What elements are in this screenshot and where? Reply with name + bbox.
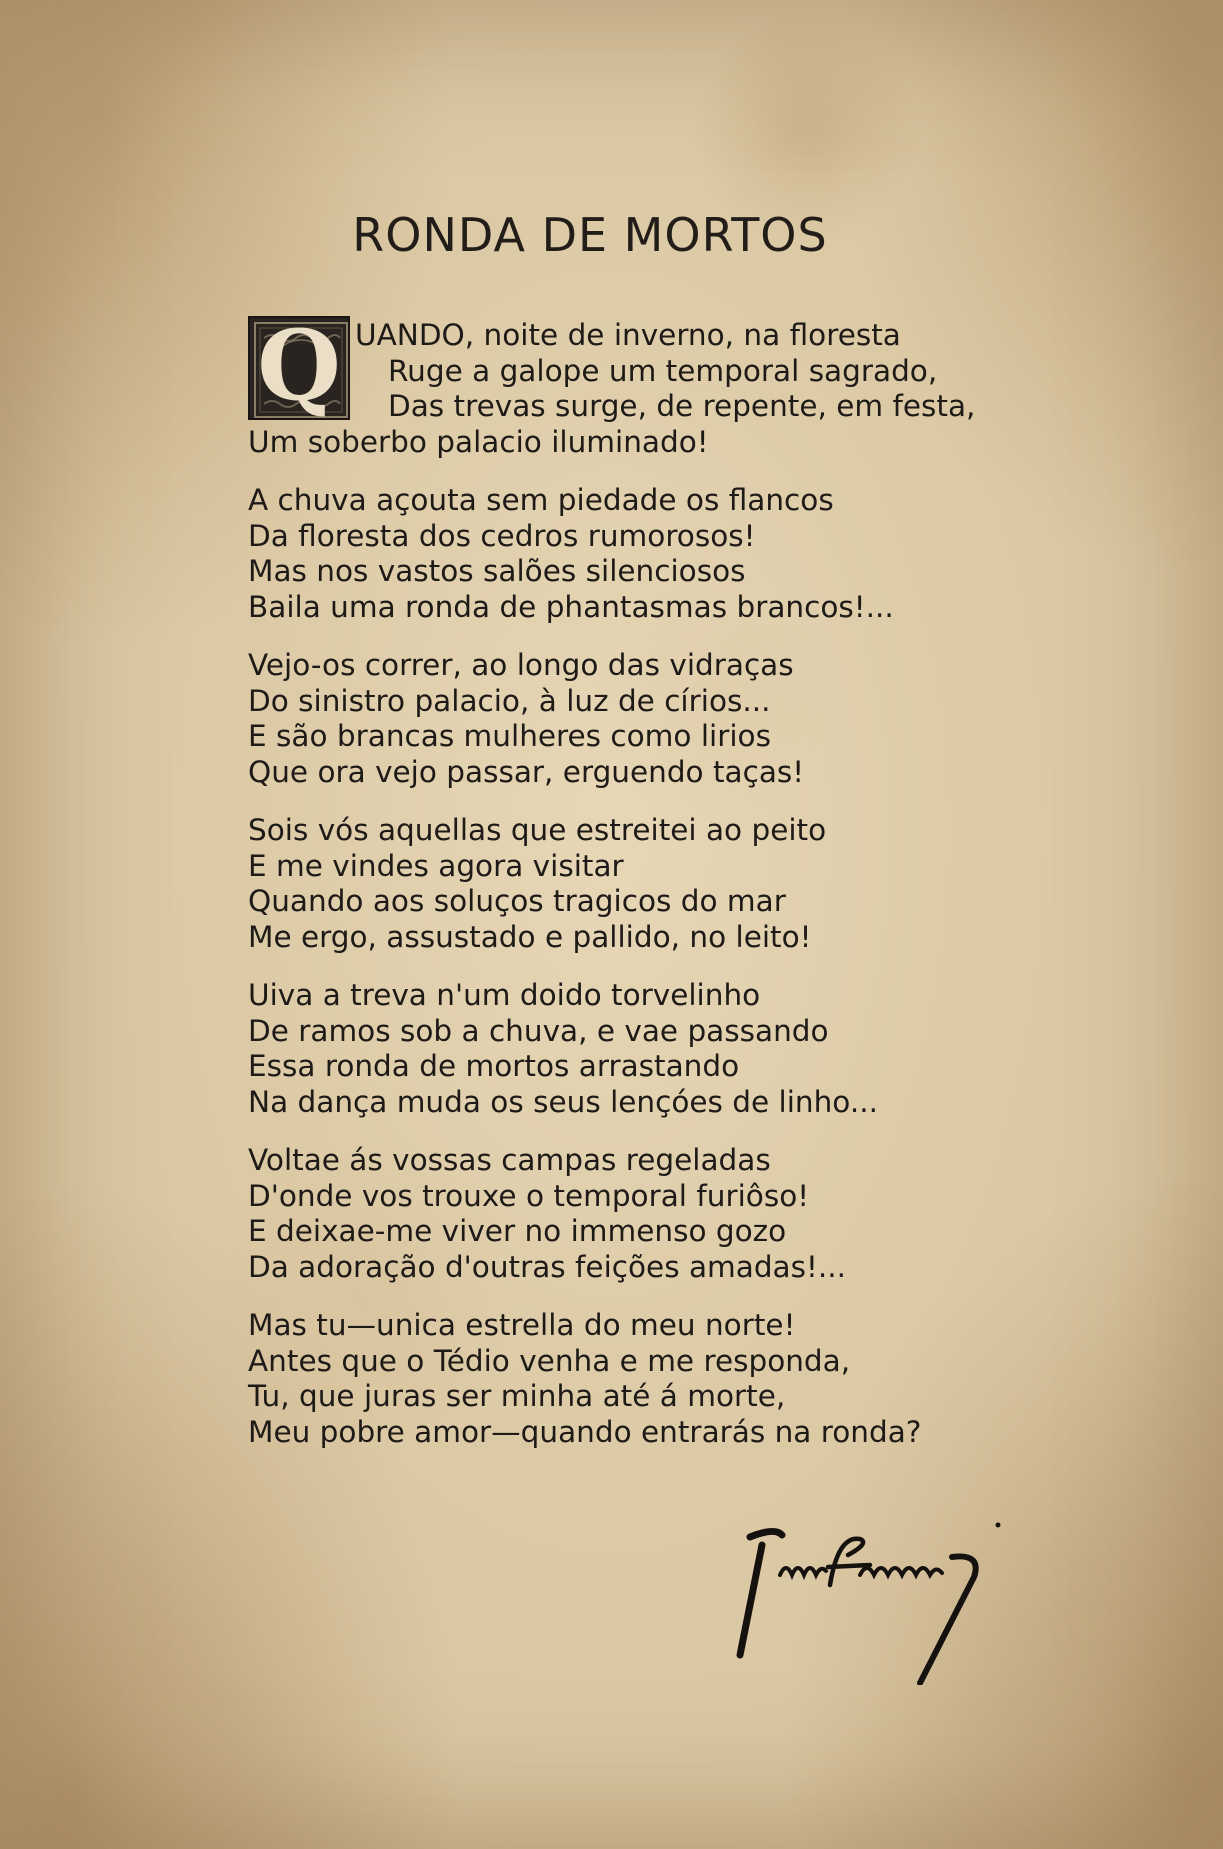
poem-line: Voltae ás vossas campas regeladas: [248, 1143, 771, 1177]
poem-line: Da adoração d'outras feições amadas!...: [248, 1249, 846, 1284]
poem-line: Tu, que juras ser minha até á morte,: [248, 1379, 786, 1413]
poem-line: E me vindes agora visitar: [248, 848, 624, 883]
poem-line: Meu pobre amor—quando entrarás na ronda?: [248, 1414, 922, 1449]
poem-line: Ruge a galope um temporal sagrado,: [388, 353, 938, 388]
poem-line: Me ergo, assustado e pallido, no leito!: [248, 919, 812, 954]
author-signature: [720, 1505, 1030, 1685]
poem-line: Que ora vejo passar, erguendo taças!: [248, 754, 805, 789]
poem-line: UANDO, noite de inverno, na floresta: [355, 318, 901, 352]
stanza-1: [248, 309, 1008, 460]
poem-line: Sois vós aquellas que estreitei ao peito: [248, 813, 827, 847]
poem-line: Das trevas surge, de repente, em festa,: [388, 389, 976, 423]
drop-cap-ornament: [248, 309, 350, 422]
poem-body: [248, 309, 1008, 1473]
poem-line: Do sinistro palacio, à luz de círios...: [248, 683, 771, 718]
poem-line: De ramos sob a chuva, e vae passando: [248, 1013, 829, 1048]
poem-line: Antes que o Tédio venha e me responda,: [248, 1343, 851, 1378]
poem-line: Uiva a treva n'um doido torvelinho: [248, 978, 761, 1012]
poem-line: Da floresta dos cedros rumorosos!: [248, 518, 756, 553]
poem-line: Baila uma ronda de phantasmas brancos!...: [248, 589, 894, 624]
poem-title: RONDA DE MORTOS: [352, 208, 828, 262]
drop-cap-letter: Q: [257, 309, 341, 422]
stanza-5: [248, 978, 1008, 1120]
poem-line: D'onde vos trouxe o temporal furiôso!: [248, 1178, 810, 1213]
poem-line: E são brancas mulheres como lirios: [248, 719, 771, 753]
poem-line: Vejo-os correr, ao longo das vidraças: [248, 648, 794, 682]
poem-line: Mas tu—unica estrella do meu norte!: [248, 1308, 796, 1342]
stanza-3: [248, 648, 1008, 790]
stanza-2: [248, 483, 1008, 625]
poem-line: Um soberbo palacio iluminado!: [248, 424, 709, 459]
poem-line: Mas nos vastos salões silenciosos: [248, 554, 746, 588]
stanza-4: [248, 813, 1008, 955]
poem-line: Essa ronda de mortos arrastando: [248, 1049, 740, 1083]
poem-line: Na dança muda os seus lençóes de linho...: [248, 1084, 878, 1119]
stanza-6: [248, 1143, 1008, 1285]
stanza-7: [248, 1308, 1008, 1450]
poem-line: Quando aos soluços tragicos do mar: [248, 884, 786, 918]
poem-line: A chuva açouta sem piedade os flancos: [248, 483, 834, 517]
poem-line: E deixae-me viver no immenso gozo: [248, 1214, 787, 1248]
